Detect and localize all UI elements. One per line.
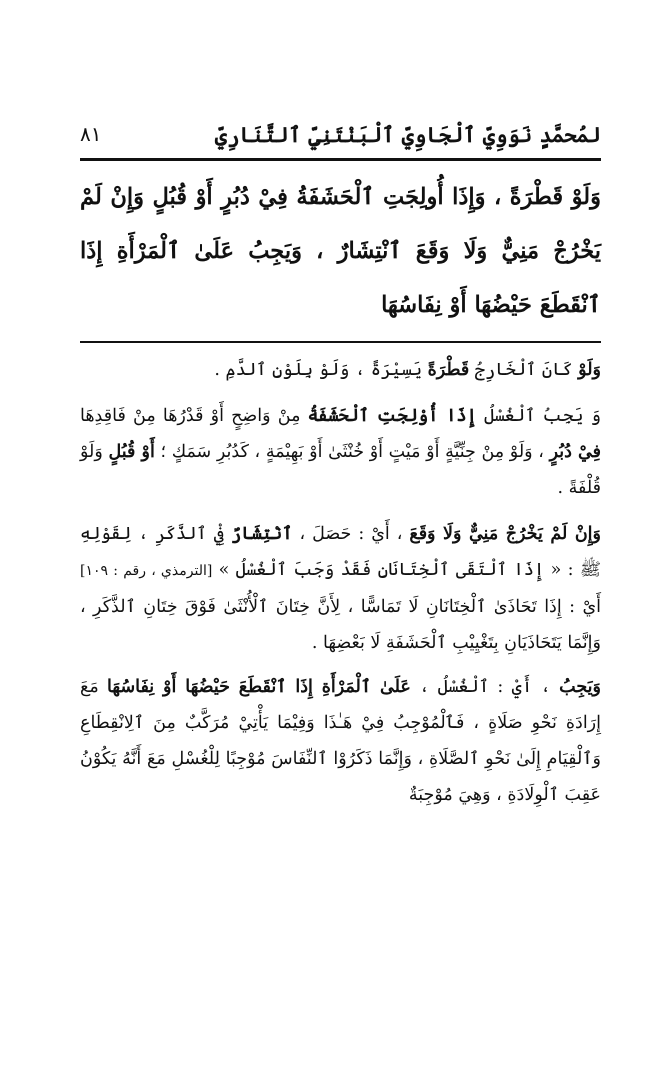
commentary-text: ، أَيْ : ٱلْغُسْلُ ،	[410, 677, 560, 697]
section-divider	[80, 341, 601, 343]
commentary-text: مِنْ وَاضِحٍ أَوْ قَدْرُهَا مِنْ فَاقِدِهَا	[80, 406, 308, 426]
running-title: لمُحمَّدٍ نَوَوِيِّ ٱلْجَاوِيِّ ٱلْبَنْتَنِيِّ ٱلتَّنَارِيِّ	[214, 121, 601, 147]
page-header	[80, 114, 601, 154]
commentary-text: فِيْ ٱلذَّكَرِ ، لِقَوْلِهِ ﷺ : « إِذَا ٱلْتَقَى ٱلْخِتَانَانِ فَقَدْ وَجَبَ ٱلْغُسْلُ »	[80, 524, 601, 580]
commentary-text: أَيْ : إِذَا تَحَاذَىٰ ٱلْخِتَانَانِ لَا تَمَاسًّا ، لِأَنَّ خِتَانَ ٱلْأُنْثَىٰ فَوْقَ خِتَانِ ٱلذَّكَرِ ، وَإِنَّمَا يَتَحَاذَيَانِ بِتَغْيِيْبِ ٱلْحَشَفَةِ لَا بَعْضِهَا .	[80, 597, 601, 653]
commentary-text: مَعَ إِرَادَةِ نَحْوِ صَلَاةٍ ، فَٱلْمُوْجِبُ فِيْ هَـٰذَا وَفِيْمَا يَأْتِيْ مُرَكَّبٌ مِنَ ٱلِانْقِطَاعِ وَٱلْقِيَامِ إِلَىٰ نَحْوِ ٱلصَّلَاةِ ، وَإِنَّمَا ذَكَرُوْا ٱلنِّفَاسَ مُوْجِبًا لِلْغُسْلِ مَعَ أَنَّهُ يَكُوْنُ عَقِبَ ٱلْوِلَادَةِ ، وَهِيَ مُوْجِبَةٌ	[80, 677, 601, 805]
matn-quote: وَإِنْ لَمْ يَخْرُجْ مَنِيٌّ وَلَا وَقَعَ	[409, 524, 601, 544]
page-number: ٨١	[80, 122, 102, 146]
commentary-text: وَ يَجِبُ ٱلْغُسْلُ	[476, 406, 601, 426]
matn-quote: عَلَىٰ ٱلْمَرْأَةِ إِذَا ٱنْقَطَعَ حَيْضُهَا أَوْ نِفَاسُهَا	[107, 677, 411, 697]
matn-quote: إِذَا أُوْلِجَتِ ٱلْحَشَفَةُ	[307, 406, 477, 426]
commentary	[80, 352, 601, 823]
header-rule	[80, 158, 601, 161]
matn-quote: وَلَوْ	[578, 360, 601, 380]
matn-quote: أَوْ قُبُلٍ	[108, 442, 155, 462]
matn-line-3: حَيْضُهَا أَوْ نِفَاسُهَا	[381, 292, 532, 318]
matn-quote: فِيْ دُبُرٍ	[549, 442, 601, 462]
commentary-paragraph-4	[80, 669, 601, 813]
matn-quote: ٱنْتِشَارٌ	[230, 524, 293, 544]
commentary-text: يَسِيْرَةً ، وَلَوْ بِلَوْنِ ٱلدَّمِ .	[214, 360, 428, 380]
matn-quote: وَيَجِبُ	[559, 677, 601, 697]
commentary-paragraph-1	[80, 352, 601, 388]
matn-quote: قَطْرَةً	[427, 360, 470, 380]
commentary-text: كَانَ ٱلْخَارِجُ	[469, 360, 579, 380]
matn-line-1: وَلَوْ قَطْرَةً ، وَإِذَا أُولِجَتِ ٱلْحَشَفَةُ فِيْ دُبُرٍ أَوْ قُبُلٍ وَإِنْ لَمْ	[80, 184, 601, 210]
commentary-paragraph-3	[80, 516, 601, 661]
commentary-paragraph-2	[80, 398, 601, 506]
matn-line-2: يَخْرُجْ مَنِيٌّ وَلَا وَقَعَ ٱنْتِشَارٌ ، وَيَجِبُ عَلَىٰ ٱلْمَرْأَةِ إِذَا ٱنْقَطَعَ	[80, 238, 601, 318]
commentary-text: ، وَلَوْ مِنْ جِنِّيَّةٍ أَوْ مَيْتٍ أَوْ خُنْثَىٰ أَوْ بَهِيْمَةٍ ، كَدُبُرِ سَمَكٍ ؛	[154, 442, 550, 462]
matn-text	[80, 170, 601, 332]
commentary-text: وَلَوْ قُلْفَةً .	[80, 442, 601, 498]
commentary-text: ، أَيْ : حَصَلَ ،	[292, 524, 410, 544]
hadith-reference: [الترمذي ، رقم : ١٠٩]	[80, 563, 213, 579]
